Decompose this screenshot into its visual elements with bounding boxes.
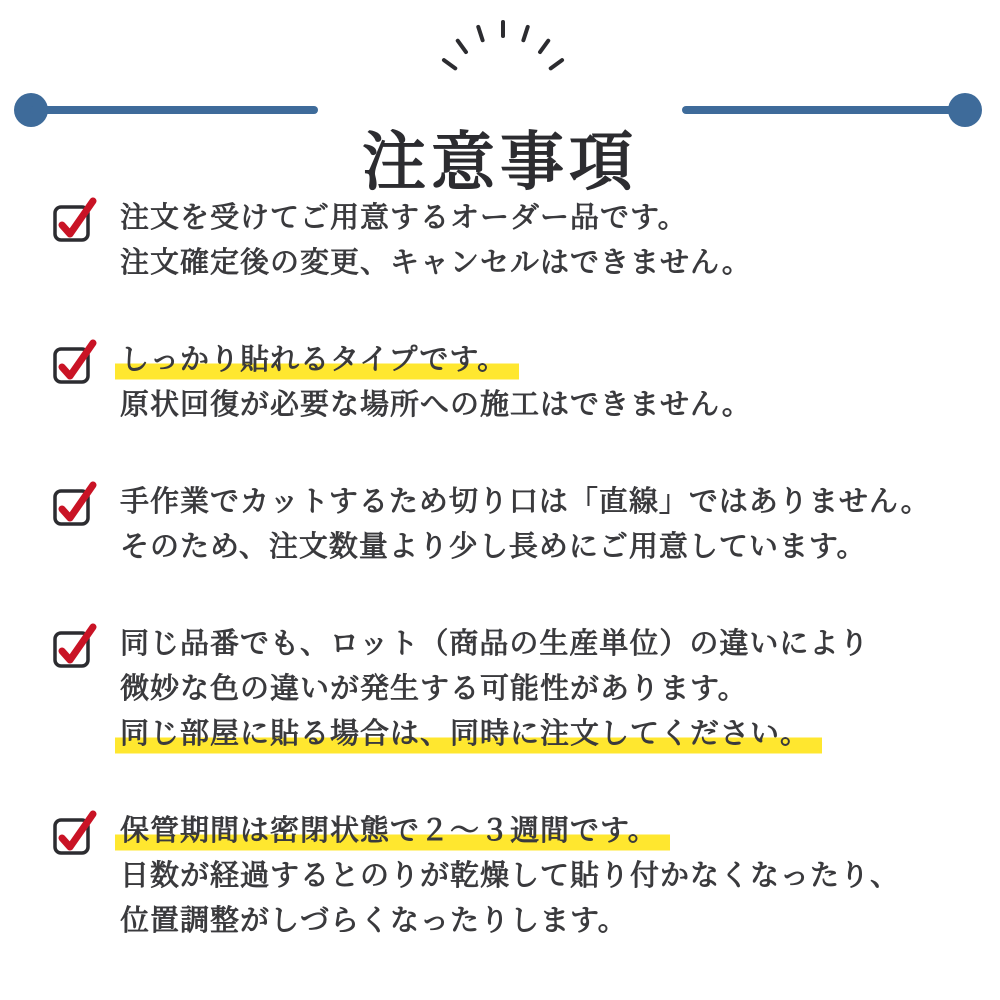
checklist-item xyxy=(52,196,972,286)
item-text-line: 位置調整がしづらくなったりします。 xyxy=(120,905,628,937)
checklist-item xyxy=(52,480,972,570)
checklist-item xyxy=(52,809,972,944)
red-checkbox-icon xyxy=(52,481,98,527)
item-text-line xyxy=(120,338,752,383)
item-text-line xyxy=(120,712,869,757)
red-checkbox-icon xyxy=(52,810,98,856)
highlighted-text: しっかり貼れるタイプです。 xyxy=(115,342,519,381)
item-text-line: 日数が経過するとのりが乾燥して貼り付かなくなったり、 xyxy=(120,860,901,892)
item-text-line: 同じ品番でも、ロット（商品の生産単位）の違いにより xyxy=(120,628,870,660)
red-checkbox-icon xyxy=(52,197,98,243)
item-text-line: 原状回復が必要な場所への施工はできません。 xyxy=(120,389,752,421)
item-text-line: そのため、注文数量より少し長めにご用意しています。 xyxy=(120,531,867,563)
notice-checklist xyxy=(52,196,972,996)
checklist-item xyxy=(52,338,972,428)
item-text-line: 手作業でカットするため切り口は「直線」ではありません。 xyxy=(120,486,931,518)
red-checkbox-icon xyxy=(52,623,98,669)
item-text-line xyxy=(120,809,900,854)
highlighted-text: 保管期間は密閉状態で２〜３週間です。 xyxy=(115,813,670,852)
item-text-line: 微妙な色の違いが発生する可能性があります。 xyxy=(120,673,748,705)
highlighted-text: 同じ部屋に貼る場合は、同時に注文してください。 xyxy=(115,716,822,755)
checklist-item xyxy=(52,622,972,757)
red-checkbox-icon xyxy=(52,339,98,385)
item-text-line: 注文を受けてご用意するオーダー品です。 xyxy=(120,202,688,234)
page-title: 注意事項 xyxy=(362,125,638,198)
item-text-line: 注文確定後の変更、キャンセルはできません。 xyxy=(120,247,752,279)
